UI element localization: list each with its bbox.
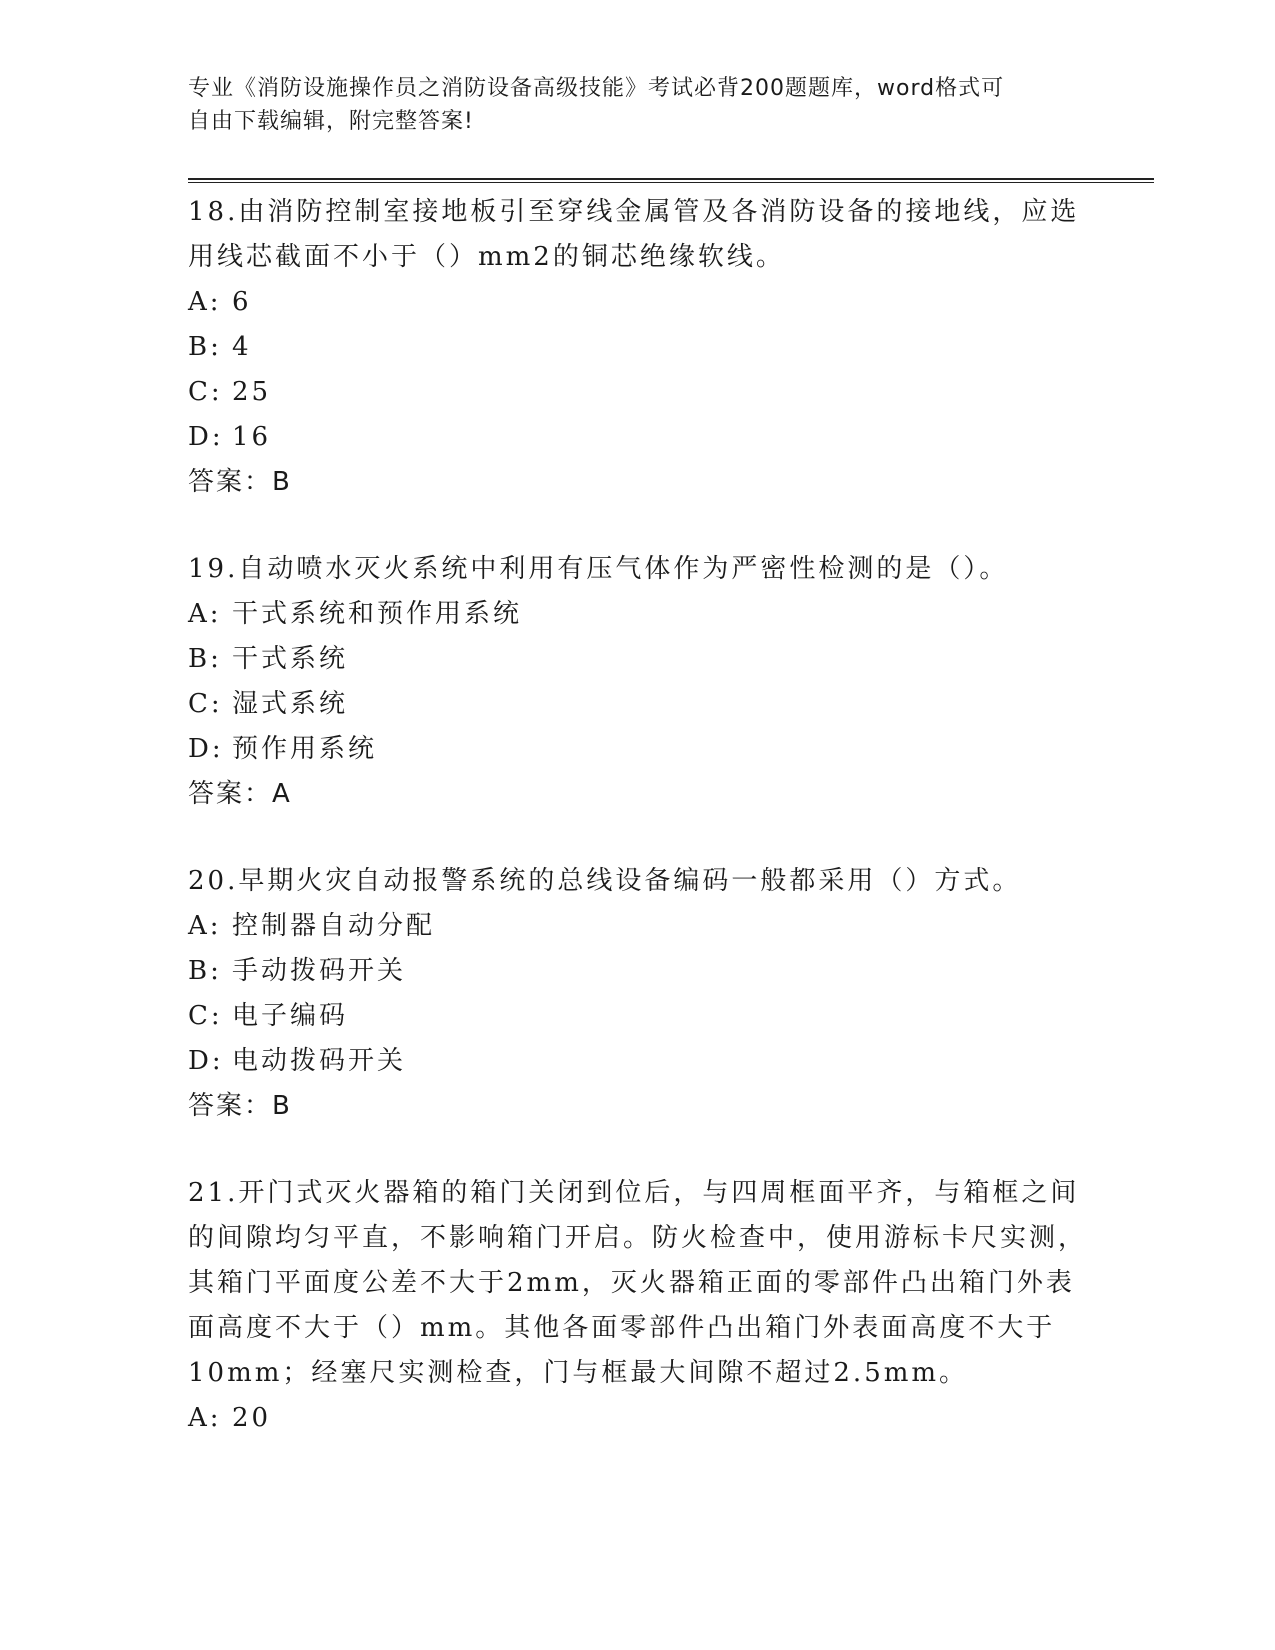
answer-line: 答案：B <box>188 467 292 497</box>
option-key: A: <box>188 1403 222 1433</box>
option-d <box>188 1039 1088 1084</box>
option-text: 电子编码 <box>232 1001 349 1031</box>
answer-line: 答案：B <box>188 1091 292 1121</box>
option-c <box>188 370 1088 415</box>
option-key: B: <box>188 644 222 674</box>
option-key: B: <box>188 332 222 362</box>
question-stem: 20.早期火灾自动报警系统的总线设备编码一般都采用（）方式。 <box>188 866 1022 896</box>
option-d <box>188 415 1088 460</box>
option-key: D: <box>188 734 224 764</box>
option-a <box>188 904 1088 949</box>
option-key: D: <box>188 1046 224 1076</box>
option-text: 手动拨码开关 <box>232 956 407 986</box>
question-stem: 19.自动喷水灭火系统中利用有压气体作为严密性检测的是（）。 <box>188 554 1009 584</box>
question-stem: 18.由消防控制室接地板引至穿线金属管及各消防设备的接地线，应选用线芯截面不小于（）mm2的铜芯绝缘软线。 <box>188 197 1080 272</box>
option-key: C: <box>188 1001 223 1031</box>
option-text: 湿式系统 <box>232 689 349 719</box>
question-20 <box>188 855 1088 1129</box>
option-a <box>188 280 1088 325</box>
question-stem: 21.开门式灭火器箱的箱门关闭到位后，与四周框面平齐，与箱框之间的间隙均匀平直，不影响箱门开启。防火检查中，使用游标卡尺实测，其箱门平面度公差不大于2mm，灭火器箱正面的零部件凸出箱门外表面高度不大于（）mm。其他各面零部件凸出箱门外表面高度不大于10mm；经塞尺实测检查，门与框最大间隙不超过2.5mm。 <box>188 1178 1088 1388</box>
option-text: 25 <box>232 377 272 407</box>
answer-line: 答案：A <box>188 779 292 809</box>
header-line-1: 专业《消防设施操作员之消防设备高级技能》考试必背200题题库，word格式可 <box>188 76 1005 101</box>
option-key: C: <box>188 377 223 407</box>
option-key: A: <box>188 287 222 317</box>
option-a <box>188 1396 1088 1441</box>
document-header <box>188 72 1078 138</box>
option-c <box>188 682 1088 727</box>
option-d <box>188 727 1088 772</box>
question-18 <box>188 186 1088 505</box>
option-text: 20 <box>232 1403 272 1433</box>
option-key: D: <box>188 422 224 452</box>
option-b <box>188 325 1088 370</box>
option-text: 控制器自动分配 <box>232 911 436 941</box>
option-key: B: <box>188 956 222 986</box>
option-c <box>188 994 1088 1039</box>
header-line-2: 自由下载编辑，附完整答案! <box>188 109 474 134</box>
option-b <box>188 949 1088 994</box>
option-text: 干式系统 <box>232 644 349 674</box>
option-text: 16 <box>232 422 272 452</box>
question-list <box>188 186 1088 1479</box>
question-21 <box>188 1167 1088 1441</box>
option-key: A: <box>188 911 222 941</box>
option-key: A: <box>188 599 222 629</box>
question-19 <box>188 543 1088 817</box>
header-divider <box>188 178 1154 183</box>
option-b <box>188 637 1088 682</box>
option-text: 干式系统和预作用系统 <box>232 599 523 629</box>
option-text: 预作用系统 <box>232 734 378 764</box>
option-text: 电动拨码开关 <box>232 1046 407 1076</box>
option-text: 6 <box>232 287 252 317</box>
option-key: C: <box>188 689 223 719</box>
option-a <box>188 592 1088 637</box>
option-text: 4 <box>232 332 252 362</box>
